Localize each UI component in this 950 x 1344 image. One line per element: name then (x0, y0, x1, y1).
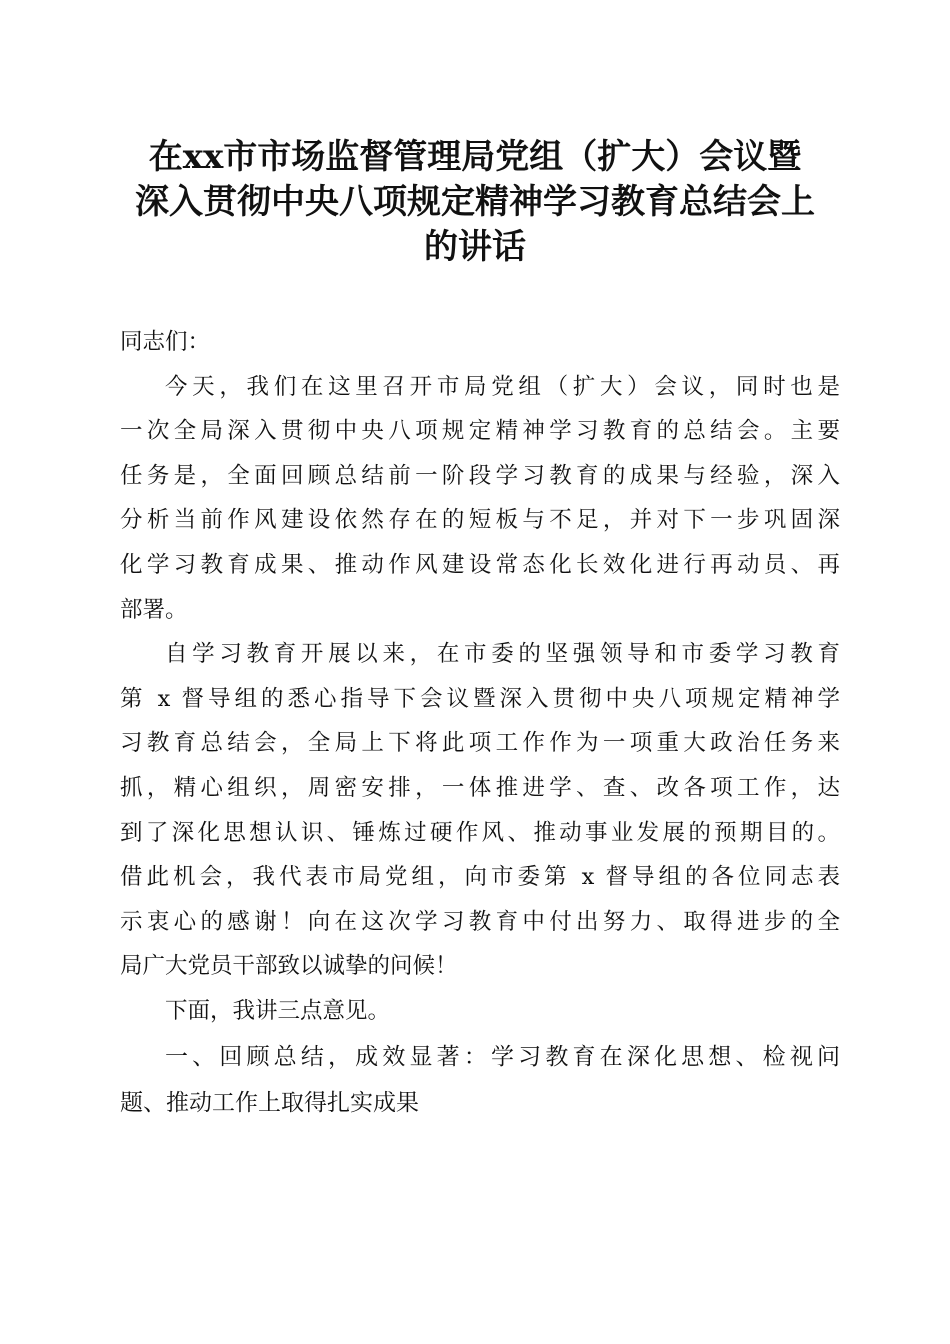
title-line: 的讲话 (424, 227, 526, 267)
paragraph-line: 抓，精心组织，周密安排，一体推进学、查、改各项工作，达 (120, 774, 840, 801)
paragraph-line: 示衷心的感谢！向在这次学习教育中付出努力、取得进步的全 (120, 908, 840, 935)
paragraph-line: 到了深化思想认识、锤炼过硬作风、推动事业发展的预期目的。 (120, 819, 840, 846)
paragraph-line: 第 x 督导组的悉心指导下会议暨深入贯彻中央八项规定精神学 (120, 685, 840, 712)
paragraph-transition (120, 989, 840, 1034)
salutation: 同志们： (120, 329, 211, 355)
title-line: 深入贯彻中央八项规定精神学习教育总结会上 (135, 182, 815, 222)
paragraph-line: 局广大党员干部致以诚挚的问候！ (120, 953, 458, 980)
heading-line: 题、推动工作上取得扎实成果 (120, 1089, 419, 1116)
paragraph-line: 今天，我们在这里召开市局党组（扩大）会议，同时也是 (165, 373, 840, 400)
heading-line: 一、回顾总结，成效显著：学习教育在深化思想、检视问 (165, 1043, 840, 1070)
paragraph-opening (120, 365, 840, 633)
paragraph-line: 化学习教育成果、推动作风建设常态化长效化进行再动员、再 (120, 551, 840, 578)
document-body (120, 320, 840, 1126)
paragraph-line: 自学习教育开展以来，在市委的坚强领导和市委学习教育 (165, 641, 840, 668)
section-heading (120, 1034, 840, 1126)
document-title (110, 135, 840, 270)
paragraph-line: 一次全局深入贯彻中央八项规定精神学习教育的总结会。主要 (120, 418, 840, 445)
paragraph-line: 习教育总结会，全局上下将此项工作作为一项重大政治任务来 (120, 730, 840, 757)
paragraph-line: 下面，我讲三点意见。 (165, 997, 391, 1024)
paragraph-line: 分析当前作风建设依然存在的短板与不足，并对下一步巩固深 (120, 507, 840, 534)
title-line: 在xx市市场监督管理局党组（扩大）会议暨 (148, 137, 802, 177)
paragraph-line: 借此机会，我代表市局党组，向市委第 x 督导组的各位同志表 (120, 864, 840, 891)
paragraph-review (120, 632, 840, 989)
paragraph-line: 任务是，全面回顾总结前一阶段学习教育的成果与经验，深入 (120, 462, 840, 489)
paragraph-line: 部署。 (120, 596, 188, 623)
